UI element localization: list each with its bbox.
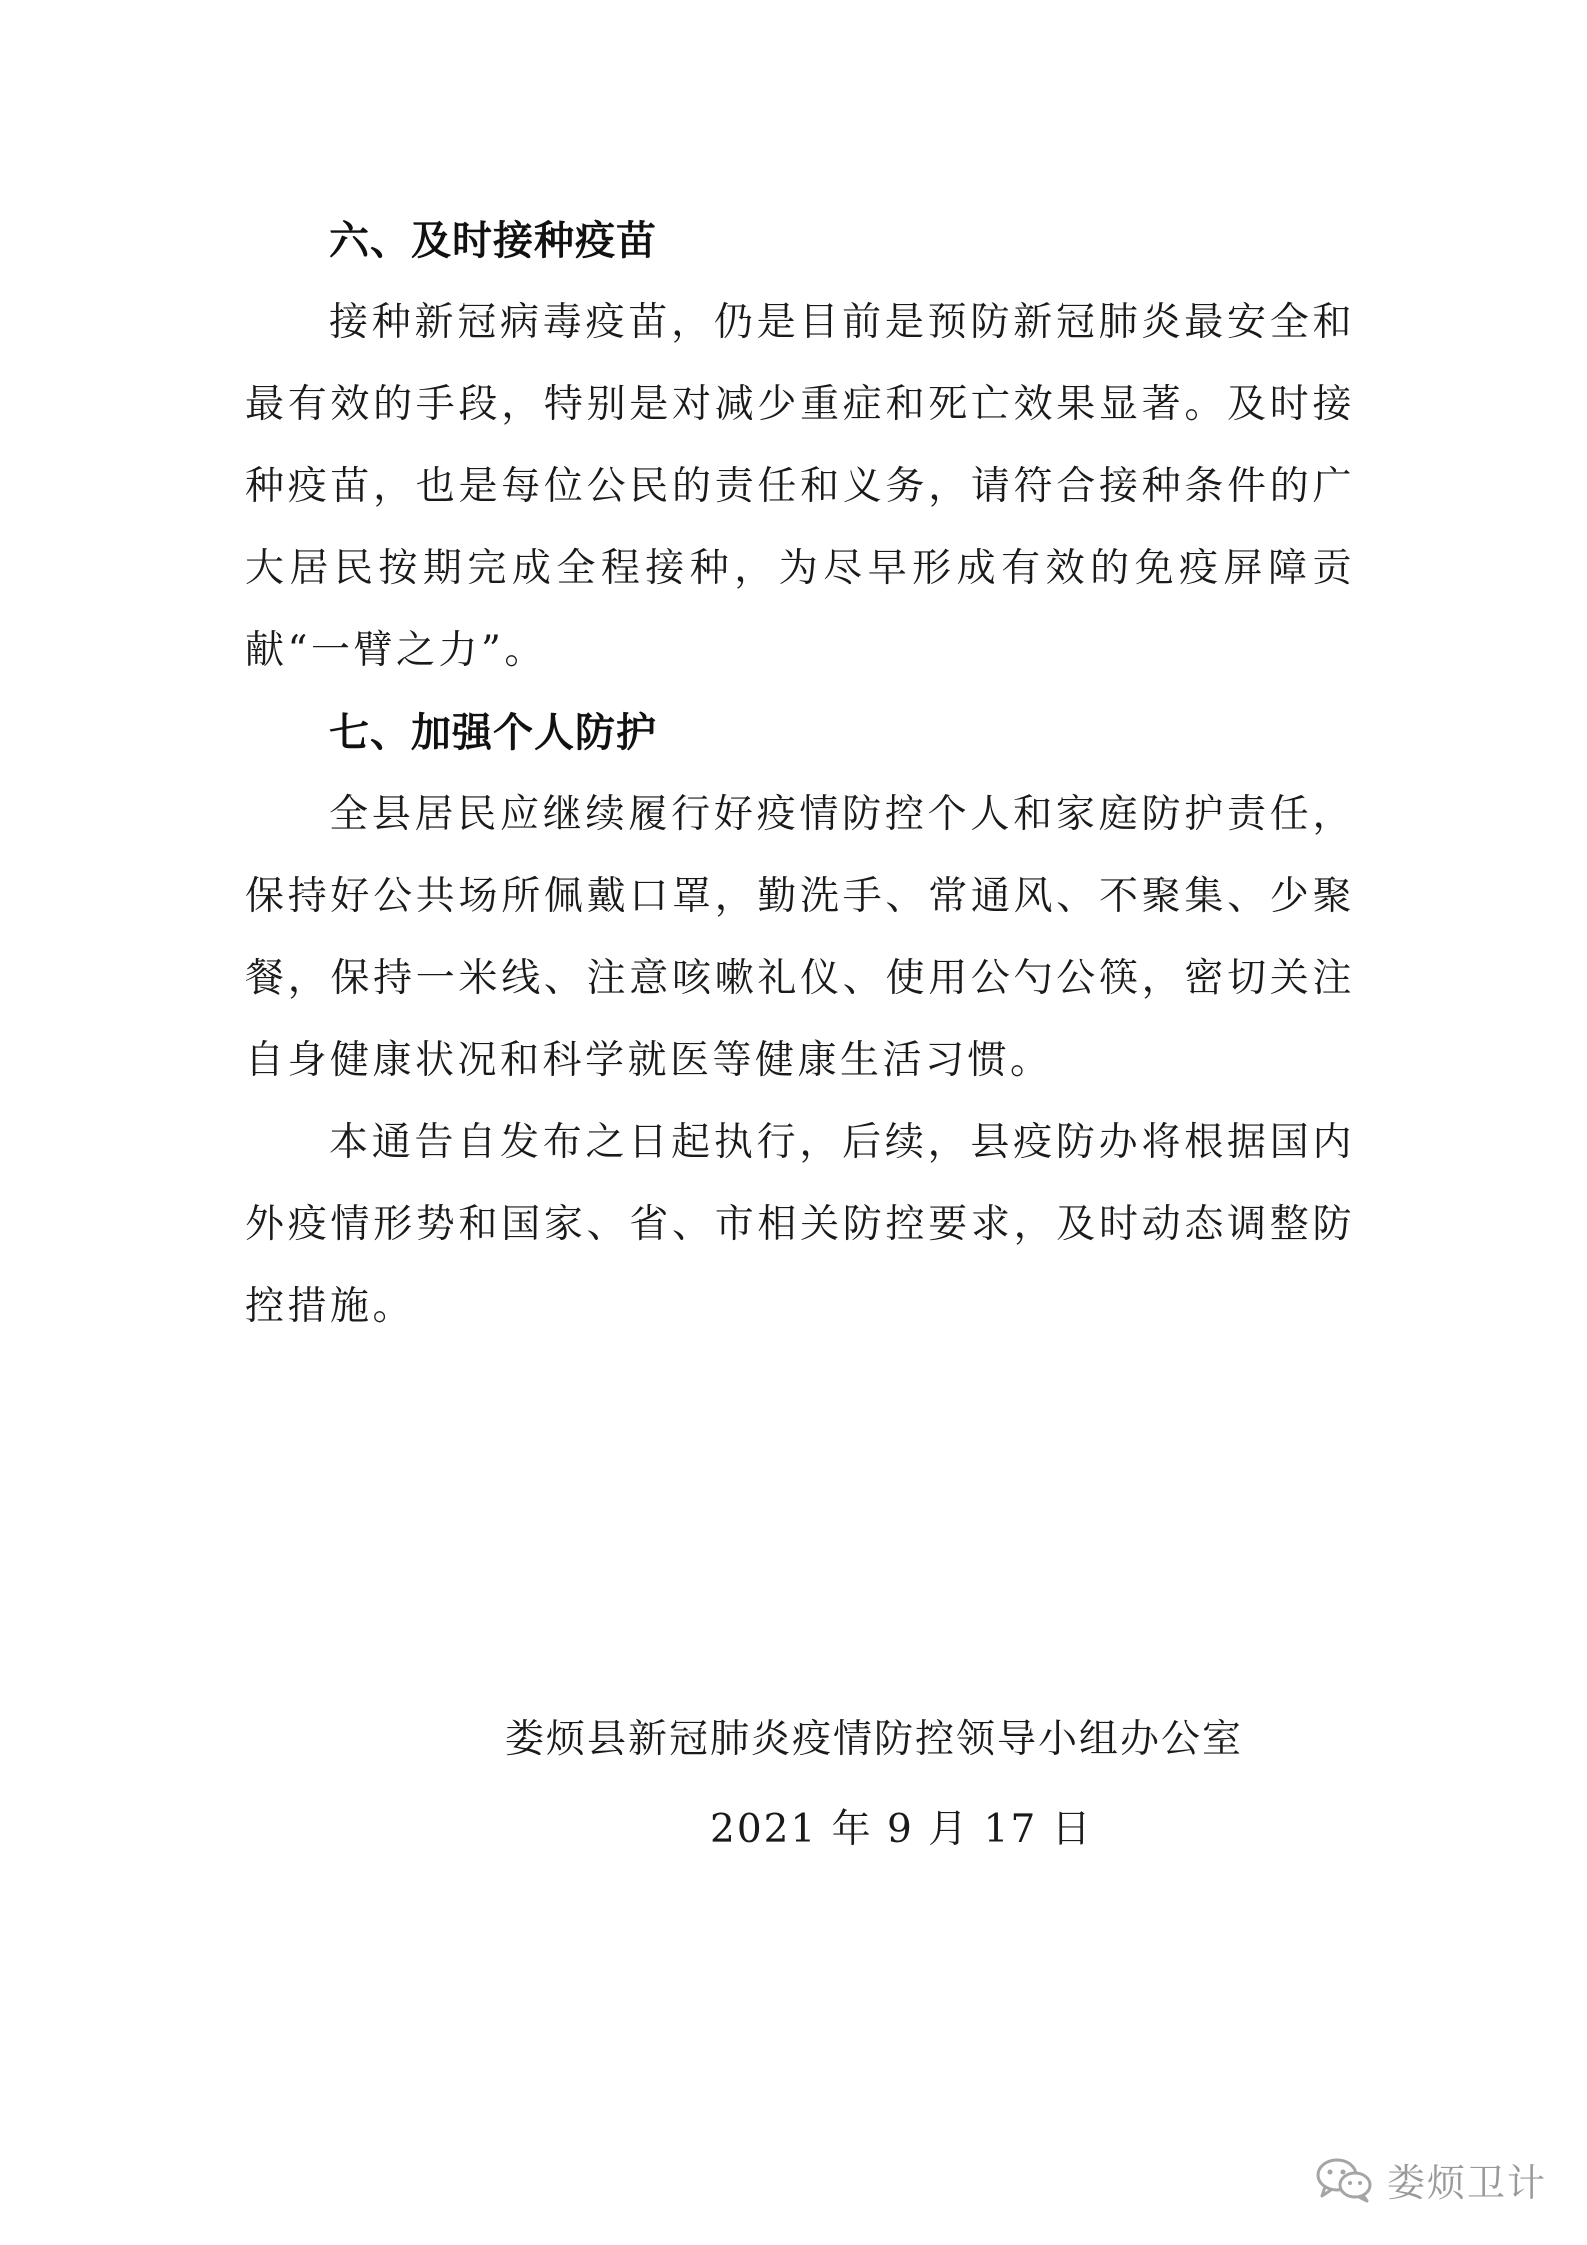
watermark (1315, 2152, 1547, 2207)
section-heading-personal-protection: 七、加强个人防护 (329, 710, 657, 756)
signature-date: 2021 年 9 月 17 日 (710, 1807, 1093, 1852)
paragraph-vaccination: 接种新冠病毒疫苗，仍是目前是预防新冠肺炎最安全和最有效的手段，特别是对减少重症和死亡效果显著。及时接种疫苗，也是每位公民的责任和义务，请符合接种条件的广大居民按期完成全程接种，为尽早形成有效的免疫屏障贡献“一臂之力”。 (245, 300, 1355, 673)
section-heading-vaccination: 六、及时接种疫苗 (329, 218, 657, 264)
paragraph-notice-effective: 本通告自发布之日起执行，后续，县疫防办将根据国内外疫情形势和国家、省、市相关防控要求，及时动态调整防控措施。 (245, 1120, 1355, 1329)
signature-organization: 娄烦县新冠肺炎疫情防控领导小组办公室 (505, 1717, 1244, 1762)
wechat-icon (1315, 2157, 1373, 2203)
document-body (245, 200, 1355, 1348)
watermark-text: 娄烦卫计 (1386, 2161, 1547, 2205)
paragraph-personal-protection: 全县居民应继续履行好疫情防控个人和家庭防护责任，保持好公共场所佩戴口罩，勤洗手、常通风、不聚集、少聚餐，保持一米线、注意咳嗽礼仪、使用公勺公筷，密切关注自身健康状况和科学就医等健康生活习惯。 (245, 792, 1355, 1083)
